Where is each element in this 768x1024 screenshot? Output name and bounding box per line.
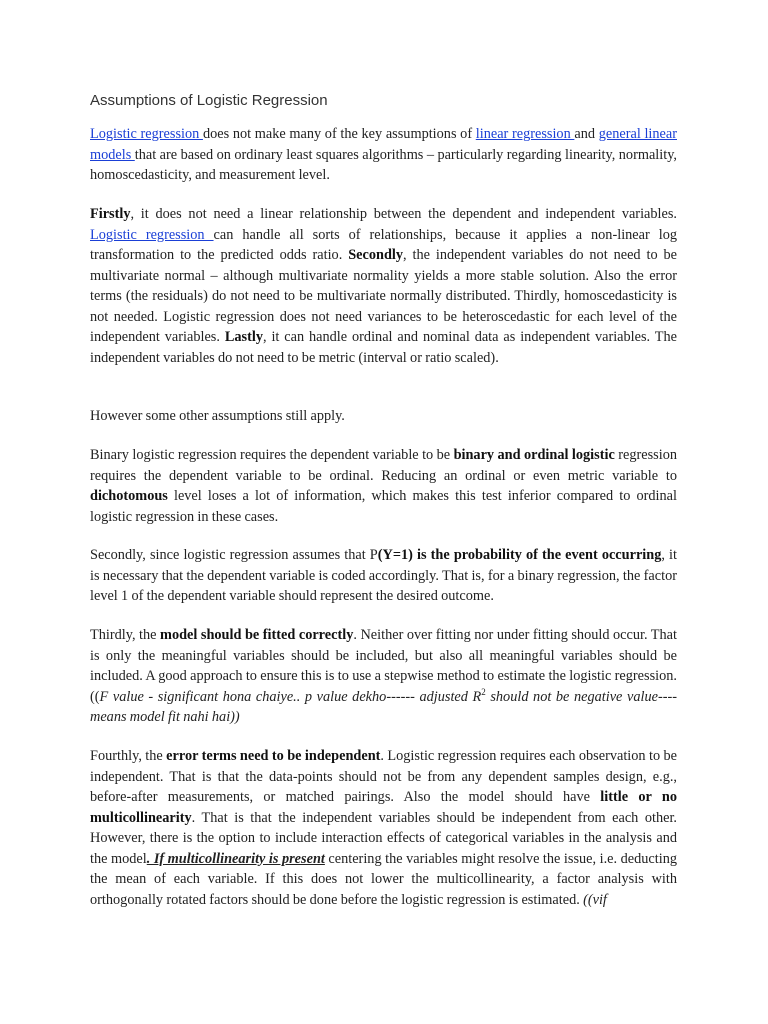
text: , it can handle ordinal and nominal data as independent variables. The independent variables do not need to be metric (interval or ratio scaled). bbox=[90, 329, 677, 366]
text: , it does not need a linear relationship between the dependent and independent variables. bbox=[130, 206, 677, 222]
text: centering the variables might resolve the issue, i.e. deducting the mean of each variable. If this does not lower the multicollinearity, a factor analysis with orthogonally rotated factors should be done before the logistic regression is estimated. bbox=[90, 850, 677, 908]
paragraph-firstly bbox=[90, 204, 677, 368]
text: and bbox=[574, 126, 599, 142]
paragraph-intro bbox=[90, 124, 677, 186]
link-logistic-regression[interactable]: Logistic regression bbox=[90, 226, 214, 243]
text: , the independent variables do not need to be multivariate normal – although multivariate normality yields a more stable solution. Also the error terms (the residuals) do not need to be multivariate normally distributed. Thirdly, homoscedasticity is not needed. Logistic regression does not need variances to be heteroscedastic for each level of the independent variables. bbox=[90, 247, 677, 345]
bold-text: dichotomous bbox=[90, 488, 168, 504]
text: However some other assumptions still apply. bbox=[90, 408, 345, 424]
text: that are based on ordinary least squares algorithms – particularly regarding linearity, normality, homoscedasticity, and measurement level. bbox=[90, 146, 678, 183]
document-page bbox=[90, 0, 677, 1024]
text: can handle all sorts of relationships, because it applies a non-linear log transformation to the predicted odds ratio. bbox=[90, 226, 677, 263]
bold-text: little or no multicollinearity bbox=[90, 789, 677, 826]
bold-italic-underlined-text: . If multicollinearity is present bbox=[146, 850, 325, 867]
italic-note: should not be negative value---- means model fit nahi hai)) bbox=[90, 688, 677, 725]
text: . That is that the independent variables should be independent from each other. However, there is the option to include interaction effects of categorical variables in the analysis and the model bbox=[90, 809, 677, 867]
link-linear-regression[interactable]: linear regression bbox=[475, 126, 575, 142]
text: . Logistic regression requires each observation to be independent. That is that the data-points should not be from any dependent samples design, e.g., before-after measurements, or matched pairings. Also the model should have bbox=[90, 748, 677, 805]
link-general-linear-models[interactable]: general linear models bbox=[90, 126, 677, 163]
text: regression requires the dependent variable to be ordinal. Reducing an ordinal or even metric variable to bbox=[90, 447, 677, 484]
paragraph-thirdly bbox=[90, 625, 677, 728]
bold-text: error terms need to be independent bbox=[166, 748, 381, 764]
bold-text: (Y=1) is the probability of the event occurring bbox=[377, 547, 662, 563]
text: Fourthly, the bbox=[90, 748, 167, 764]
paragraph-fourthly bbox=[90, 746, 677, 910]
superscript: 2 bbox=[481, 686, 486, 697]
link-logistic-regression[interactable]: Logistic regression bbox=[90, 126, 203, 142]
text: , it is necessary that the dependent variable is coded accordingly. That is, for a binary regression, the factor level 1 of the dependent variable should represent the desired outcome. bbox=[90, 547, 677, 604]
document-title: Assumptions of Logistic Regression bbox=[90, 92, 328, 109]
bold-text: model should be fitted correctly bbox=[160, 627, 354, 643]
italic-note: F value - significant hona chaiye.. p value dekho------ adjusted R bbox=[99, 688, 482, 705]
text: Binary logistic regression requires the dependent variable to be bbox=[90, 447, 454, 463]
paragraph-binary bbox=[90, 445, 677, 527]
text: . Neither over fitting nor under fitting should occur. That is only the meaningful variables should be included, but also all meaningful variables should be included. A good approach to ensure this is to use a stepwise method to estimate the logistic regression. (( bbox=[90, 627, 678, 705]
bold-text: Secondly bbox=[348, 247, 404, 263]
italic-note: ((vif bbox=[583, 891, 607, 908]
text: Thirdly, the bbox=[90, 627, 161, 643]
text: Secondly, since logistic regression assumes that P bbox=[90, 547, 378, 563]
bold-text: Lastly bbox=[224, 329, 263, 345]
bold-text: Firstly bbox=[90, 206, 131, 222]
bold-text: binary and ordinal logistic bbox=[453, 447, 615, 463]
paragraph-other-assumptions bbox=[90, 406, 677, 427]
paragraph-secondly bbox=[90, 545, 677, 607]
text: level loses a lot of information, which makes this test inferior compared to ordinal logistic regression in these cases. bbox=[90, 488, 677, 525]
text: does not make many of the key assumptions of bbox=[202, 126, 476, 142]
